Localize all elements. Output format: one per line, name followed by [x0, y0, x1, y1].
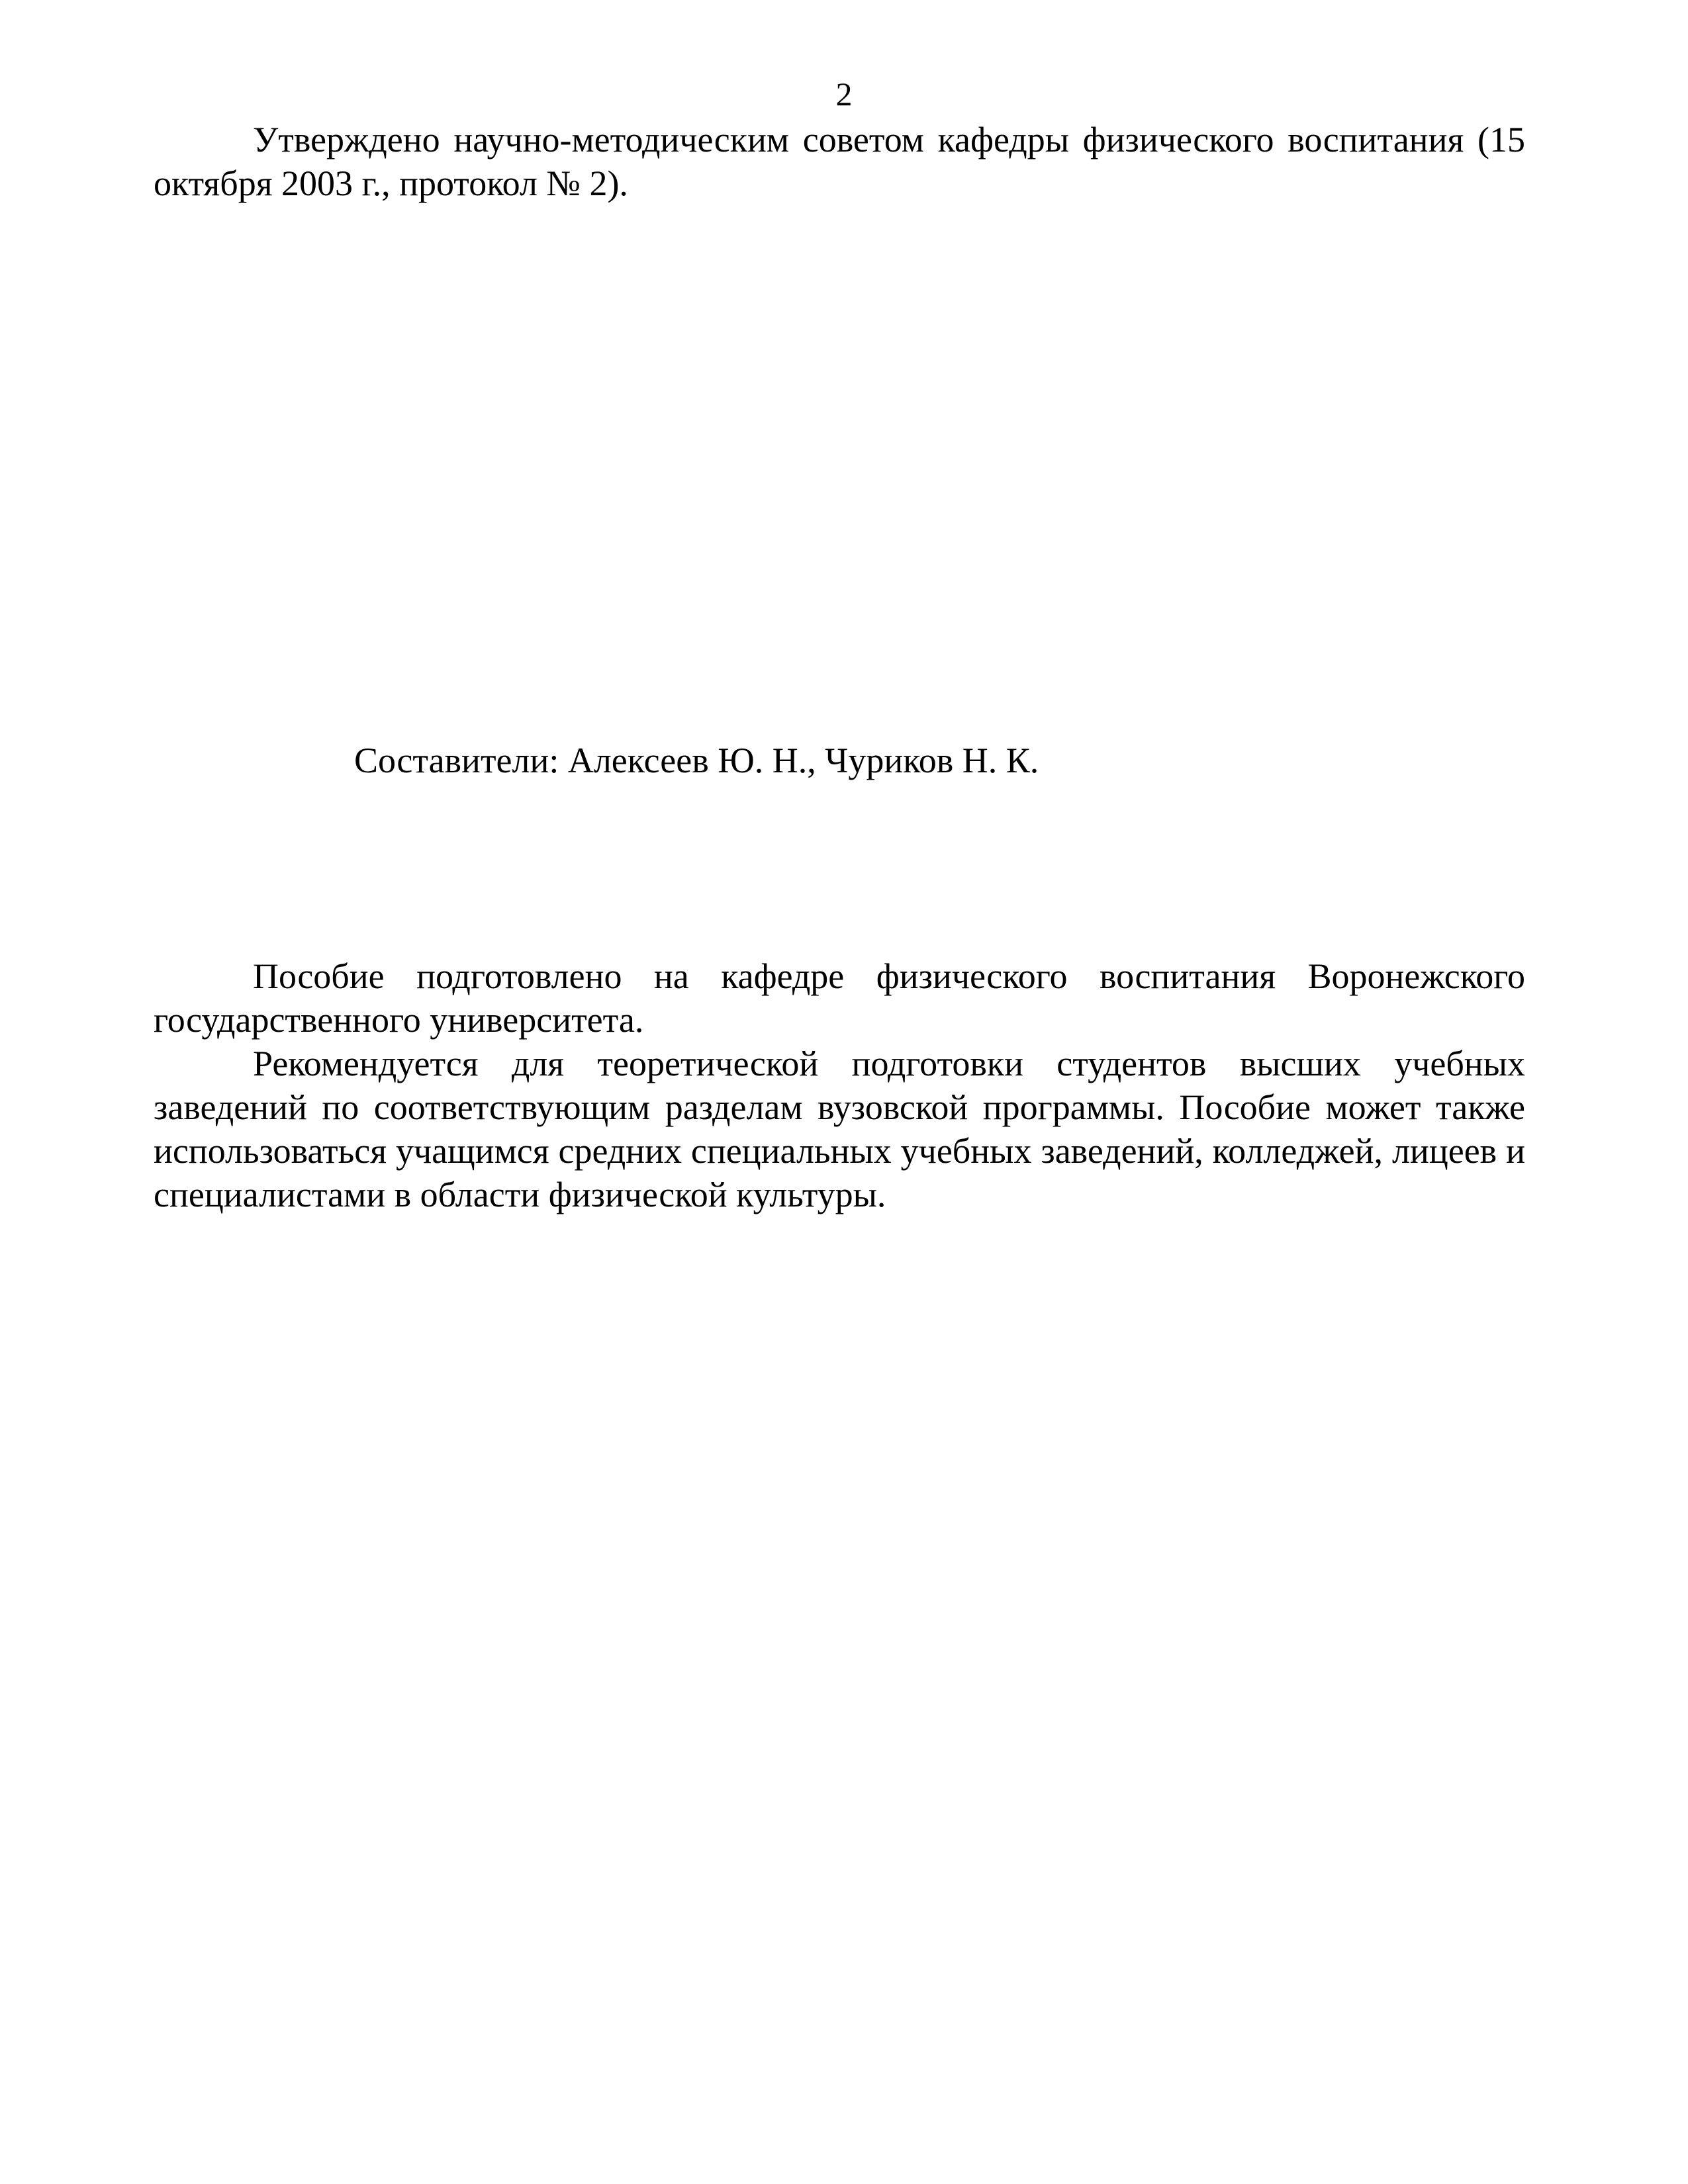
approval-paragraph: Утверждено научно-методическим советом кафедры физического воспитания (15 октября 2003 г., протокол № 2).: [154, 120, 1525, 203]
recommendation-paragraph: Рекомендуется для теоретической подготовки студентов высших учебных заведений по соответствующим разделам вузовской программы. Пособие может также использоваться учащимся средних специальных учебных заведений, колледжей, лицеев и специалистами в области физической культуры.: [154, 1044, 1525, 1214]
compilers-line: Составители: Алексеев Ю. Н., Чуриков Н. К.: [354, 741, 1039, 780]
prepared-paragraph: Пособие подготовлено на кафедре физического воспитания Воронежского государственного университета.: [154, 956, 1525, 1040]
page-number: 2: [835, 75, 853, 113]
publication-info: [154, 954, 1525, 1216]
